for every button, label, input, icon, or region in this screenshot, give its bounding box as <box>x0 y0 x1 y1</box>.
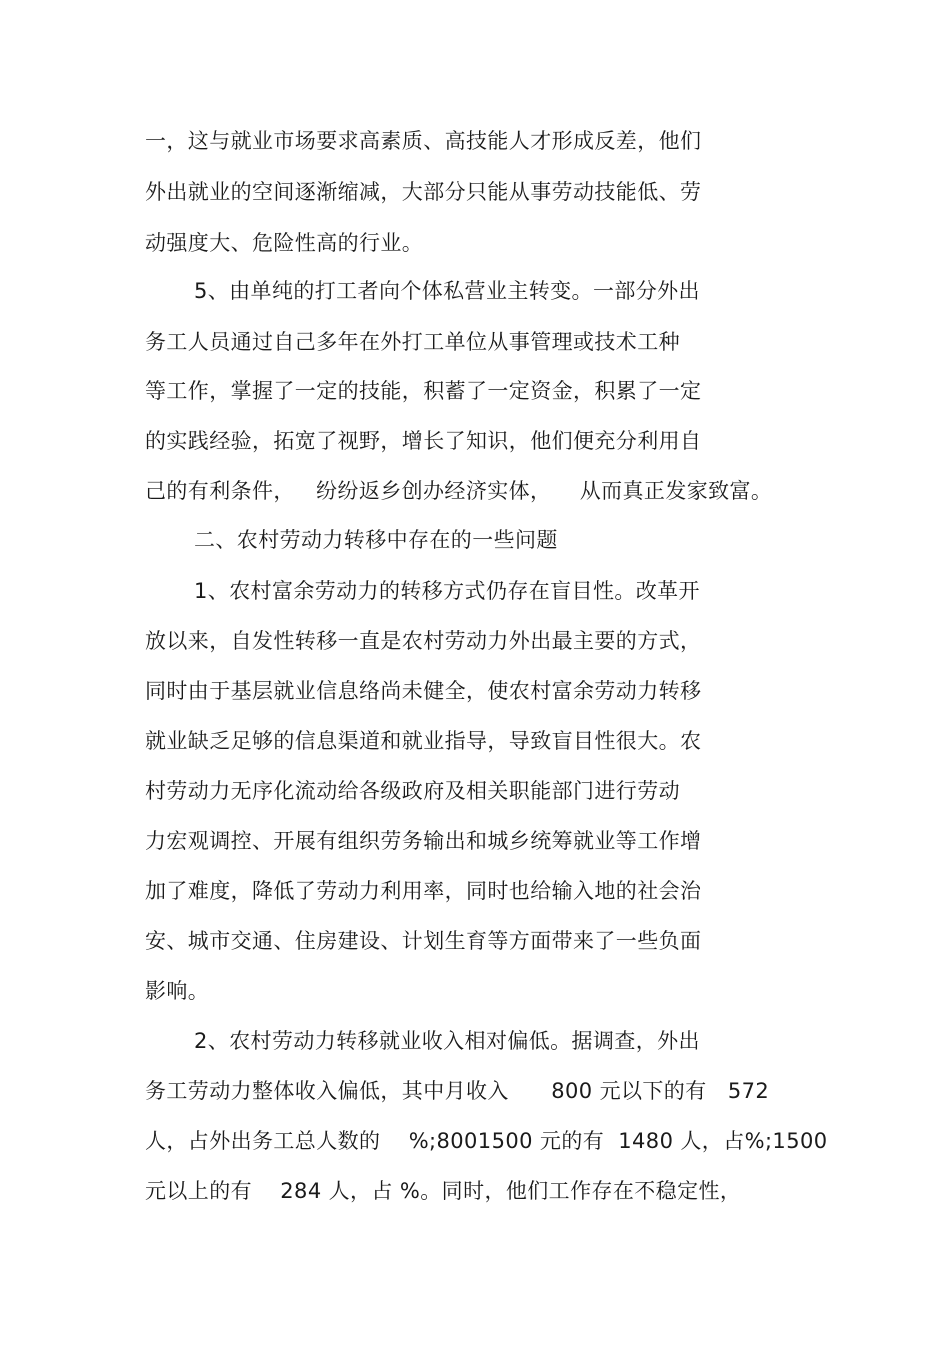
paragraph-line: 就业缺乏足够的信息渠道和就业指导，导致盲目性很大。农 <box>145 729 702 753</box>
paragraph-line: 外出就业的空间逐渐缩减，大部分只能从事劳动技能低、劳 <box>145 180 702 204</box>
paragraph-line: 村劳动力无序化流动给各级政府及相关职能部门进行劳动 <box>145 779 680 803</box>
paragraph-line: 1、农村富余劳动力的转移方式仍存在盲目性。改革开 <box>194 579 700 603</box>
section-heading: 二、农村劳动力转移中存在的一些问题 <box>194 528 558 552</box>
paragraph-line: 元以上的有 284 人，占 %。同时，他们工作存在不稳定性， <box>145 1179 742 1203</box>
paragraph-line: 的实践经验，拓宽了视野，增长了知识，他们便充分利用自 <box>145 429 702 453</box>
paragraph-line: 务工劳动力整体收入偏低，其中月收入 800 元以下的有 572 <box>145 1079 770 1103</box>
paragraph-line: 加了难度，降低了劳动力利用率，同时也给输入地的社会治 <box>145 879 702 903</box>
paragraph-line: 安、城市交通、住房建设、计划生育等方面带来了一些负面 <box>145 929 702 953</box>
paragraph-line: 影响。 <box>145 979 210 1003</box>
paragraph-line: 2、农村劳动力转移就业收入相对偏低。据调查，外出 <box>194 1029 700 1053</box>
paragraph-line: 务工人员通过自己多年在外打工单位从事管理或技术工种 <box>145 330 680 354</box>
paragraph-line: 等工作，掌握了一定的技能，积蓄了一定资金，积累了一定 <box>145 379 702 403</box>
paragraph-line: 同时由于基层就业信息络尚未健全，使农村富余劳动力转移 <box>145 679 702 703</box>
paragraph-line: 放以来，自发性转移一直是农村劳动力外出最主要的方式， <box>145 629 702 653</box>
paragraph-line: 力宏观调控、开展有组织劳务输出和城乡统筹就业等工作增 <box>145 829 702 853</box>
paragraph-line: 人，占外出务工总人数的 %;8001500 元的有 1480 人，占%;1500 <box>145 1129 828 1153</box>
paragraph-line: 5、由单纯的打工者向个体私营业主转变。一部分外出 <box>194 279 700 303</box>
paragraph-line: 一，这与就业市场要求高素质、高技能人才形成反差，他们 <box>145 129 702 153</box>
paragraph-line: 己的有利条件， 纷纷返乡创办经济实体， 从而真正发家致富。 <box>145 479 773 503</box>
paragraph-line: 动强度大、危险性高的行业。 <box>145 231 424 255</box>
